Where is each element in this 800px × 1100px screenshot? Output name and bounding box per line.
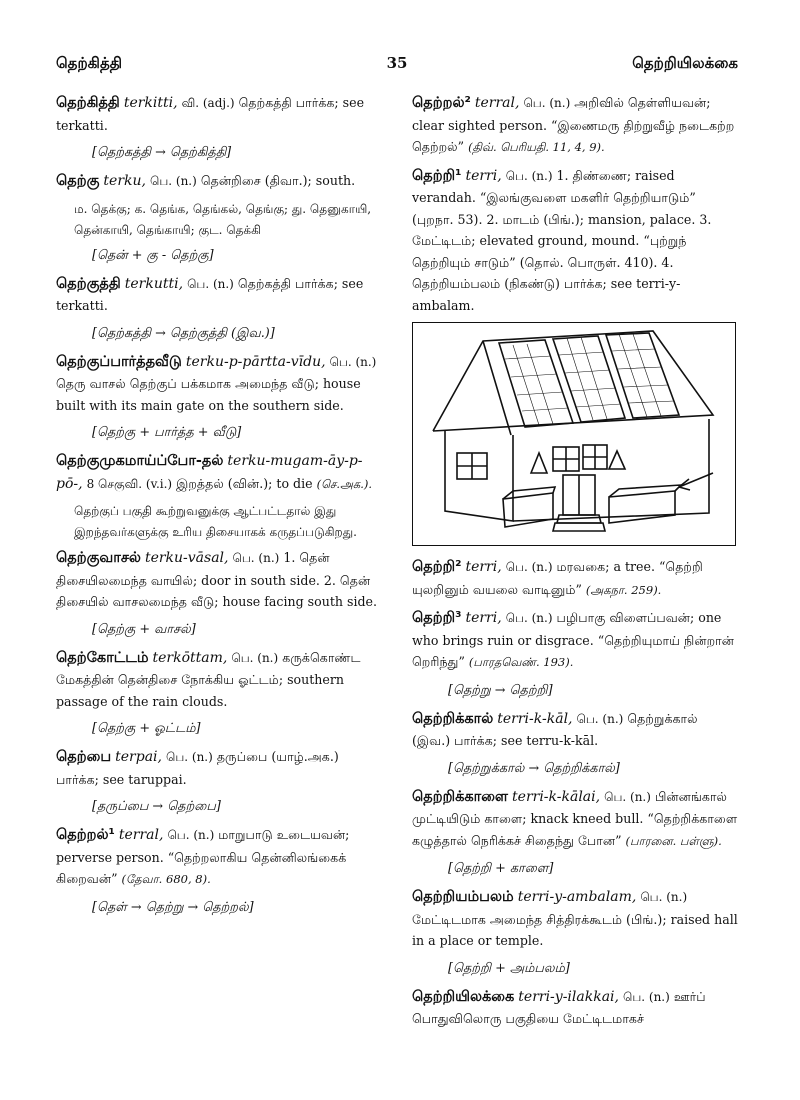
house-illustration	[412, 322, 736, 546]
header-right-guideword: தெற்றியிலக்கை	[632, 54, 738, 72]
dictionary-entry	[412, 607, 738, 702]
headword: தெற்குத்தி	[56, 275, 121, 292]
part-of-speech: பெ. (n.)	[167, 828, 215, 842]
entry-body	[56, 547, 378, 613]
dictionary-entry	[56, 92, 378, 164]
right-column-top	[412, 92, 738, 316]
definition: ஊர்ப் பொதுவிலொரு பகுதியை மேட்டிடமாகச்	[412, 988, 706, 1026]
dictionary-entry	[412, 786, 738, 881]
transliteration: terral,	[118, 827, 164, 843]
headword: தெற்கித்தி	[56, 95, 120, 111]
headword: தெற்றிக்கால்	[412, 710, 494, 727]
usage-note: தெற்குப் பகுதி கூற்றுவனுக்கு ஆட்பட்டதால் இது இறந்தவர்களுக்கு உரிய திசையாகக் கருதப்படுகிறது.	[74, 504, 357, 539]
etymology: [தெற்றி + காளை]	[448, 861, 554, 876]
entry-body	[56, 351, 378, 417]
etymology: [தெற்றுக்கால் → தெற்றிக்கால்]	[448, 760, 620, 776]
transliteration: terri-k-kāl,	[497, 710, 573, 727]
definition: 1. திண்ணை; raised verandah. “இலங்குவளை மகளிர் தெற்றியாடும்” (புறநா. 53). 2. மாடம் (பிங்.); mansion, palace. 3. மேட்டிடம்; elevated ground, mound. “புற்றுந் தெற்றியும் சாடும்” (தொல். பொருள். 410). 4. தெற்றியம்பலம் (நிகண்டு) பார்க்க; see terri-y-ambalam.	[412, 167, 712, 313]
citation-source: (செ.அக.).	[316, 476, 373, 491]
etymology: [தெற்கு + பார்த்த + வீடு]	[92, 425, 242, 440]
etymology: [தெற்றி + அம்பலம்]	[448, 960, 570, 976]
entry-body	[412, 886, 738, 952]
entry-body	[412, 92, 738, 159]
transliteration: terkōttam,	[152, 649, 228, 666]
part-of-speech: பெ. (n.)	[150, 174, 197, 188]
dictionary-entry	[412, 556, 738, 601]
definition: தெற்கத்தி பார்க்க; see terkatti.	[56, 275, 364, 313]
part-of-speech: பெ. (n.)	[187, 276, 234, 291]
right-column-bottom	[412, 556, 738, 1030]
definition: மரவகை; a tree. “தெற்றி யுலறினும் வயலை வாடினும்”	[412, 559, 703, 597]
citation-source: (பாரதவெண். 193).	[468, 655, 574, 669]
dictionary-entry	[412, 986, 738, 1030]
headword: தெற்றி²	[412, 559, 462, 575]
headword: தெற்றி³	[412, 610, 462, 626]
headword: தெற்றியம்பலம்	[412, 889, 514, 905]
entry-body	[412, 986, 738, 1030]
etymology: [தென் + கு - தெற்கு]	[92, 247, 214, 263]
headword: தெற்பை	[56, 749, 112, 765]
dictionary-entry	[56, 273, 378, 345]
part-of-speech: பெ. (n.)	[505, 611, 553, 625]
etymology: [தெற்கத்தி → தெற்கித்தி]	[92, 145, 232, 160]
definition: தெற்றுக்கால் (இவ.) பார்க்க; see terru-k-kāl.	[412, 710, 698, 748]
part-of-speech: பெ. (n.)	[232, 551, 280, 565]
transliteration: terpai,	[115, 749, 162, 765]
definition: மேட்டிடமாக அமைந்த சித்திரக்கூடம் (பிங்.); raised hall in a place or temple.	[412, 911, 738, 948]
page-number: 35	[386, 54, 408, 72]
part-of-speech: 8 செகுவி. (v.i.)	[86, 476, 173, 491]
entry-body	[56, 92, 378, 136]
definition: பழிபாகு விளைப்பவன்; one who brings ruin or disgrace. “தெற்றியுமாய் நின்றான் றெரிந்து”	[412, 610, 734, 669]
part-of-speech: பெ. (n.)	[505, 560, 553, 574]
entry-body	[56, 746, 378, 790]
entry-body	[412, 607, 738, 674]
dictionary-entry	[56, 647, 378, 741]
part-of-speech: பெ. (n.)	[523, 96, 571, 110]
dictionary-entry	[56, 746, 378, 818]
entry-body	[412, 708, 738, 752]
part-of-speech: பெ. (n.)	[329, 354, 377, 369]
definition: இறத்தல் (வின்.); to die	[176, 475, 313, 491]
etymology: [தெற்கத்தி → தெற்குத்தி (இவ.)]	[92, 325, 275, 341]
headword: தெற்றிக்காளை	[412, 788, 509, 805]
dictionary-entry	[56, 547, 378, 641]
etymology: [தெற்கு + வாசல்]	[92, 621, 196, 637]
entry-body	[412, 786, 738, 853]
transliteration: terku-p-pārtta-vīdu,	[185, 353, 326, 370]
citation-source: (திவ். பெரியதி. 11, 4, 9).	[468, 140, 605, 154]
part-of-speech: பெ. (n.)	[640, 890, 688, 904]
transliteration: terri,	[465, 559, 502, 575]
etymology: [தருப்பை → தெற்பை]	[92, 799, 221, 814]
headword: தெற்றி¹	[412, 167, 462, 184]
part-of-speech: பெ. (n.)	[576, 711, 624, 726]
left-column	[56, 92, 378, 925]
entry-body	[56, 273, 378, 317]
part-of-speech: பெ. (n.)	[231, 650, 279, 665]
definition: தெரு வாசல் தெற்குப் பக்கமாக அமைந்த வீடு; house built with its main gate on the southern side.	[56, 376, 361, 413]
definition: தெற்கத்தி பார்க்க; see terkatti.	[56, 95, 365, 133]
headword: தெற்கு	[56, 173, 100, 189]
etymology: [தெற்கு + ஓட்டம்]	[92, 721, 201, 736]
transliteration: terkutti,	[124, 275, 184, 292]
transliteration: terri,	[465, 610, 502, 626]
definition: தருப்பை (யாழ்.அக.) பார்க்க; see taruppai.	[56, 749, 339, 787]
transliteration: terku-mugam-āy-p-pō-,	[56, 453, 363, 492]
page-header	[56, 54, 738, 80]
entry-body	[56, 450, 378, 495]
transliteration: terkitti,	[123, 95, 178, 111]
citation-source: (தேவா. 680, 8).	[121, 872, 211, 886]
etymology: [தெற்று → தெற்றி]	[448, 682, 553, 698]
entry-body	[56, 647, 378, 713]
transliteration: terku,	[103, 173, 146, 189]
header-left-guideword: தெற்கித்தி	[56, 54, 123, 72]
part-of-speech: பெ. (n.)	[622, 989, 670, 1004]
transliteration: terku-vāsal,	[144, 550, 229, 566]
transliteration: terri-y-ambalam,	[517, 889, 637, 905]
part-of-speech: பெ. (n.)	[604, 789, 651, 804]
dictionary-entry	[56, 351, 378, 445]
entry-body	[56, 824, 378, 891]
definition: அறிவில் தெள்ளியவன்; clear sighted person. “இணைமரு திற்றுவீழ் நடைகற்ற தெற்றல்”	[412, 95, 735, 154]
headword: தெற்றியிலக்கை	[412, 988, 515, 1005]
part-of-speech: பெ. (n.)	[505, 168, 553, 183]
transliteration: terri,	[465, 167, 502, 184]
headword: தெற்றல்¹	[56, 827, 115, 843]
definition: கருக்கொண்ட மேகத்தின் தென்திசை நோக்கிய ஓட்டம்; southern passage of the rain clouds.	[56, 649, 361, 709]
dictionary-entry	[412, 92, 738, 159]
dictionary-entry	[56, 824, 378, 919]
dictionary-entry	[56, 170, 378, 267]
transliteration: terral,	[474, 95, 520, 111]
headword: தெற்குவாசல்	[56, 550, 141, 566]
etymology: [தெள் → தெற்று → தெற்றல்]	[92, 899, 254, 915]
entry-body	[412, 165, 738, 317]
entry-body	[56, 170, 378, 193]
definition: தென்றிசை (திவா.); south.	[200, 173, 356, 188]
transliteration: terri-k-kālai,	[512, 788, 601, 805]
right-column	[412, 92, 738, 1036]
entry-body	[412, 556, 738, 601]
headword: தெற்கோட்டம்	[56, 649, 149, 666]
dictionary-entry	[412, 708, 738, 780]
definition: 1. தென் திசையிலமைந்த வாயில்; door in south side. 2. தென் திசையில் வாசலமைந்த வீடு; house facing south side.	[56, 550, 378, 609]
headword: தெற்குப்பார்த்தவீடு	[56, 353, 182, 370]
dictionary-entry	[56, 450, 378, 543]
citation-source: (பாரனை. பள்ளு).	[625, 833, 722, 848]
dictionary-entry	[412, 886, 738, 980]
definition: பின்னங்கால் முட்டியிடும் காளை; knack kneed bull. “தெற்றிக்காளை கழுத்தால் நெரிக்கச் சிதைந்து போன”	[412, 788, 738, 848]
definition: மாறுபாடு உடையவன்; perverse person. “தெற்றலாகிய தென்னிலங்கைக் கிறைவன்”	[56, 827, 350, 886]
citation-source: (அகநா. 259).	[585, 582, 662, 597]
part-of-speech: வி. (adj.)	[181, 96, 235, 110]
headword: தெற்குமுகமாய்ப்போ-தல்	[56, 453, 224, 469]
dictionary-entry	[412, 165, 738, 317]
cognates: ம. தெக்கு; க. தெங்க, தெங்கல், தெங்கு; து. தெனுகாயி, தென்காயி, தெங்காயி; குட. தெக்கி	[74, 201, 372, 237]
headword: தெற்றல்²	[412, 95, 471, 111]
part-of-speech: பெ. (n.)	[166, 750, 213, 764]
transliteration: terri-y-ilakkai,	[518, 988, 619, 1005]
